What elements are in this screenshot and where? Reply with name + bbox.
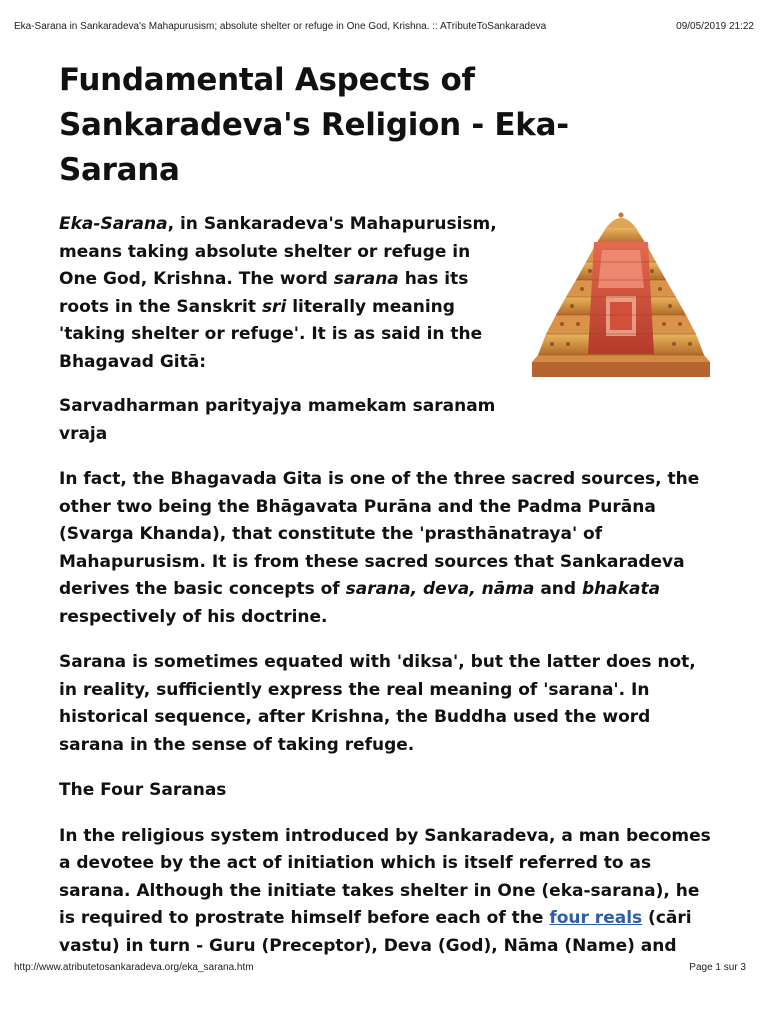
- print-page-number: Page 1 sur 3: [689, 962, 746, 973]
- intro-text-3: literally meaning 'taking shelter or refuge'. It is as said in the Bhagavad Gitā:: [59, 296, 483, 372]
- bhakata-italic: bhakata: [582, 579, 661, 599]
- article-title: Fundamental Aspects of Sankaradeva's Religion - Eka-Sarana: [59, 62, 569, 188]
- intro-text-2: has its roots in the Sanskrit: [59, 269, 469, 317]
- diksa-paragraph: Sarana is sometimes equated with 'diksa', but the latter does not, in reality, sufficiently express the real meaning of 'sarana'. In historical sequence, after Krishna, the Buddha used the word sarana in the sense of taking refuge.: [59, 652, 696, 755]
- term-sri: sri: [261, 296, 287, 317]
- print-datetime: 09/05/2019 21:22: [676, 21, 754, 32]
- concepts-italic: sarana, deva, nāma: [345, 579, 535, 599]
- sources-text-2: respectively of his doctrine.: [59, 606, 328, 627]
- simhasana-throne-illustration: [528, 212, 714, 380]
- sources-paragraph: [59, 466, 714, 631]
- term-eka-sarana: Eka-Sarana: [59, 214, 168, 234]
- article: [59, 58, 717, 960]
- gita-verse: Sarvadharman parityajya mamekam saranam vraja: [59, 396, 496, 444]
- four-reals-link[interactable]: four reals: [549, 908, 643, 928]
- intro-section: [59, 211, 717, 448]
- print-url: http://www.atributetosankaradeva.org/eka_sarana.htm: [14, 962, 254, 973]
- print-page-title: Eka-Sarana in Sankaradeva's Mahapurusism; absolute shelter or refuge in One God, Krishna. :: ATributeToSankaradeva: [14, 21, 547, 32]
- print-header: [14, 21, 754, 32]
- term-sarana: sarana: [333, 269, 399, 289]
- initiation-paragraph: [59, 823, 714, 961]
- four-saranas-subheading: The Four Saranas: [59, 780, 227, 800]
- sources-text-1: In fact, the Bhagavada Gita is one of the three sacred sources, the other two being the Bhāgavata Purāna and the Padma Purāna (Svarga Khanda), that constitute the 'prasthānatraya' of Mahapurusism. It is from these sacred sources that Sankaradeva derives the basic concepts of: [59, 469, 700, 599]
- sources-and: and: [534, 579, 582, 599]
- intro-text-1: , in Sankaradeva's Mahapurusism, means taking absolute shelter or refuge in One God, Krishna. The word: [59, 214, 497, 289]
- initiation-text-2: (cāri vastu) in turn - Guru (Preceptor), Deva (God), Nāma (Name) and: [59, 908, 692, 956]
- print-footer: [14, 962, 746, 973]
- intro-paragraph: [59, 211, 509, 376]
- initiation-text-1: In the religious system introduced by Sankaradeva, a man becomes a devotee by the act of initiation which is itself referred to as sarana. Although the initiate takes shelter in One (eka-sarana), he is required to prostrate himself before each of the: [59, 825, 711, 928]
